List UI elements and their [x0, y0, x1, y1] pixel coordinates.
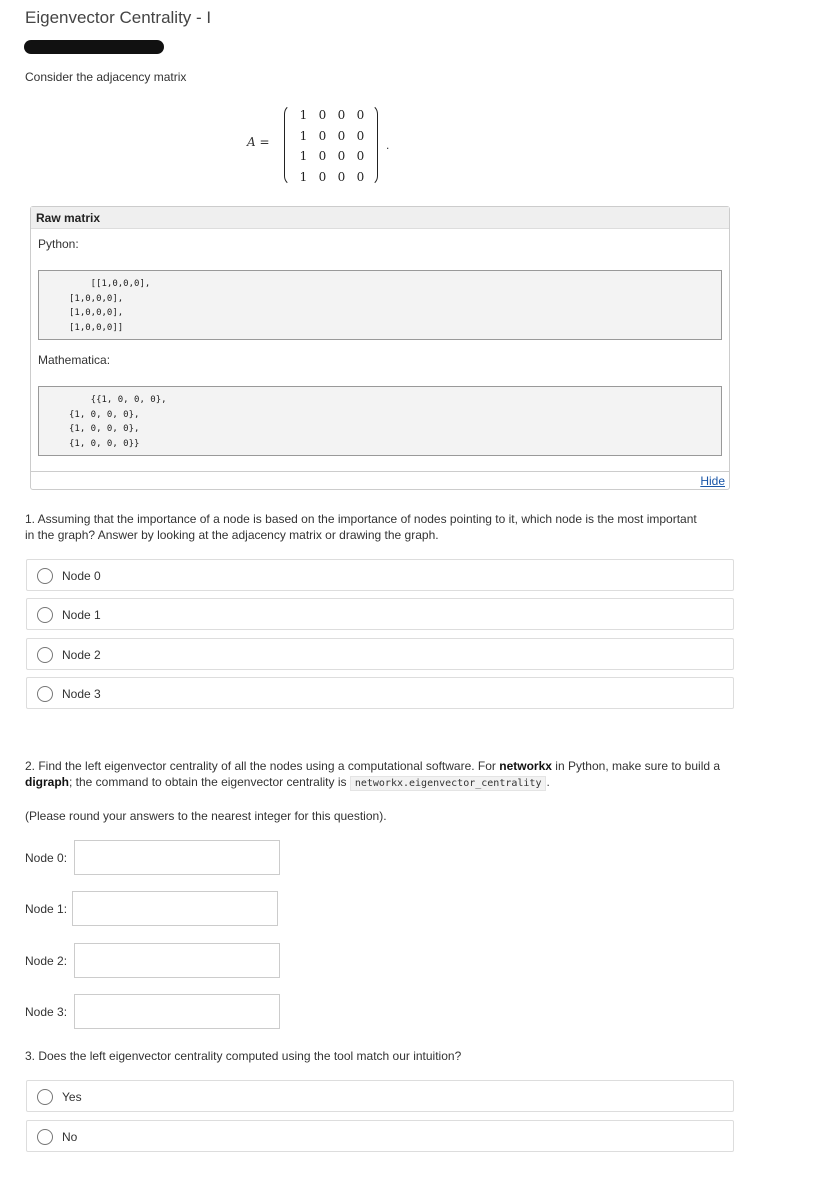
mathematica-code: {{1, 0, 0, 0}, {1, 0, 0, 0}, {1, 0, 0, 0}, {1, 0, 0, 0}} [69, 395, 167, 449]
left-paren [284, 104, 294, 186]
matrix-period: . [386, 138, 390, 152]
matrix-cell: 0 [318, 169, 327, 184]
intro-text: Consider the adjacency matrix [25, 70, 187, 84]
question-2-text: 2. Find the left eigenvector centrality of all the nodes using a computational software. For networkx in Python, make sure to build a digraph; the command to obtain the eigenvector centrality is networkx.eigenvector_centrality . [25, 759, 721, 789]
option-label: No [62, 1130, 78, 1144]
radio-button[interactable] [37, 1129, 53, 1145]
question-3-text: 3. Does the left eigenvector centrality computed using the tool match our intuition? [25, 1049, 462, 1063]
node-0-label: Node 0: [25, 851, 68, 865]
matrix-cell: 0 [356, 149, 365, 163]
option-node-1[interactable] [26, 598, 734, 630]
matrix-lhs: A = [247, 135, 270, 149]
node-3-label: Node 3: [25, 1005, 68, 1019]
node-2-label: Node 2: [25, 954, 68, 968]
option-node-0[interactable] [26, 559, 734, 591]
command-code: networkx.eigenvector_centrality [350, 776, 547, 791]
redacted-author [24, 40, 164, 54]
matrix-cell: 0 [356, 169, 365, 184]
node-0-input[interactable] [74, 840, 280, 875]
page-title: Eigenvector Centrality - I [25, 8, 212, 27]
matrix-cell: 0 [318, 149, 327, 163]
question-1-text: 1. Assuming that the importance of a node is based on the importance of nodes pointing to it, which node is the most important in the graph? Answer by looking at the adjacency matrix or drawing the graph. [25, 512, 697, 542]
matrix-cell: 0 [337, 149, 346, 163]
radio-button[interactable] [37, 568, 53, 584]
matrix-cell: 0 [356, 108, 365, 122]
hide-link[interactable]: Hide [700, 474, 725, 488]
node-3-input[interactable] [74, 994, 280, 1029]
digraph-bold: digraph [25, 775, 69, 789]
matrix-cell: 1 [299, 149, 308, 163]
mathematica-code-box [38, 386, 722, 456]
matrix-cell: 1 [299, 108, 308, 122]
matrix-cell: 0 [337, 128, 346, 143]
matrix-cell: 0 [318, 128, 327, 143]
raw-matrix-header: Raw matrix [31, 207, 729, 229]
matrix-cell: 1 [299, 169, 308, 184]
option-label: Yes [62, 1090, 82, 1104]
right-paren [368, 104, 378, 186]
option-node-2[interactable] [26, 638, 734, 670]
question-2-note: (Please round your answers to the nearest integer for this question). [25, 809, 387, 823]
option-label: Node 1 [62, 608, 101, 622]
python-label: Python: [38, 237, 79, 251]
option-no[interactable] [26, 1120, 734, 1152]
node-2-input[interactable] [74, 943, 280, 978]
adjacency-matrix [244, 104, 414, 188]
radio-button[interactable] [37, 607, 53, 623]
option-node-3[interactable] [26, 677, 734, 709]
node-1-input[interactable] [72, 891, 278, 926]
raw-matrix-footer [31, 471, 729, 490]
option-label: Node 3 [62, 687, 101, 701]
networkx-bold: networkx [499, 759, 552, 773]
matrix-cell: 0 [337, 169, 346, 184]
option-yes[interactable] [26, 1080, 734, 1112]
radio-button[interactable] [37, 647, 53, 663]
matrix-cell: 1 [299, 128, 308, 143]
raw-matrix-panel [30, 206, 730, 490]
mathematica-label: Mathematica: [38, 353, 111, 367]
matrix-cell: 0 [318, 108, 327, 122]
matrix-grid [294, 105, 370, 187]
option-label: Node 2 [62, 648, 101, 662]
node-1-label: Node 1: [25, 902, 68, 916]
python-code: [[1,0,0,0], [1,0,0,0], [1,0,0,0], [1,0,0,0]] [69, 279, 151, 333]
matrix-cell: 0 [356, 128, 365, 143]
radio-button[interactable] [37, 686, 53, 702]
matrix-cell: 0 [337, 108, 346, 122]
radio-button[interactable] [37, 1089, 53, 1105]
python-code-box [38, 270, 722, 340]
option-label: Node 0 [62, 569, 101, 583]
